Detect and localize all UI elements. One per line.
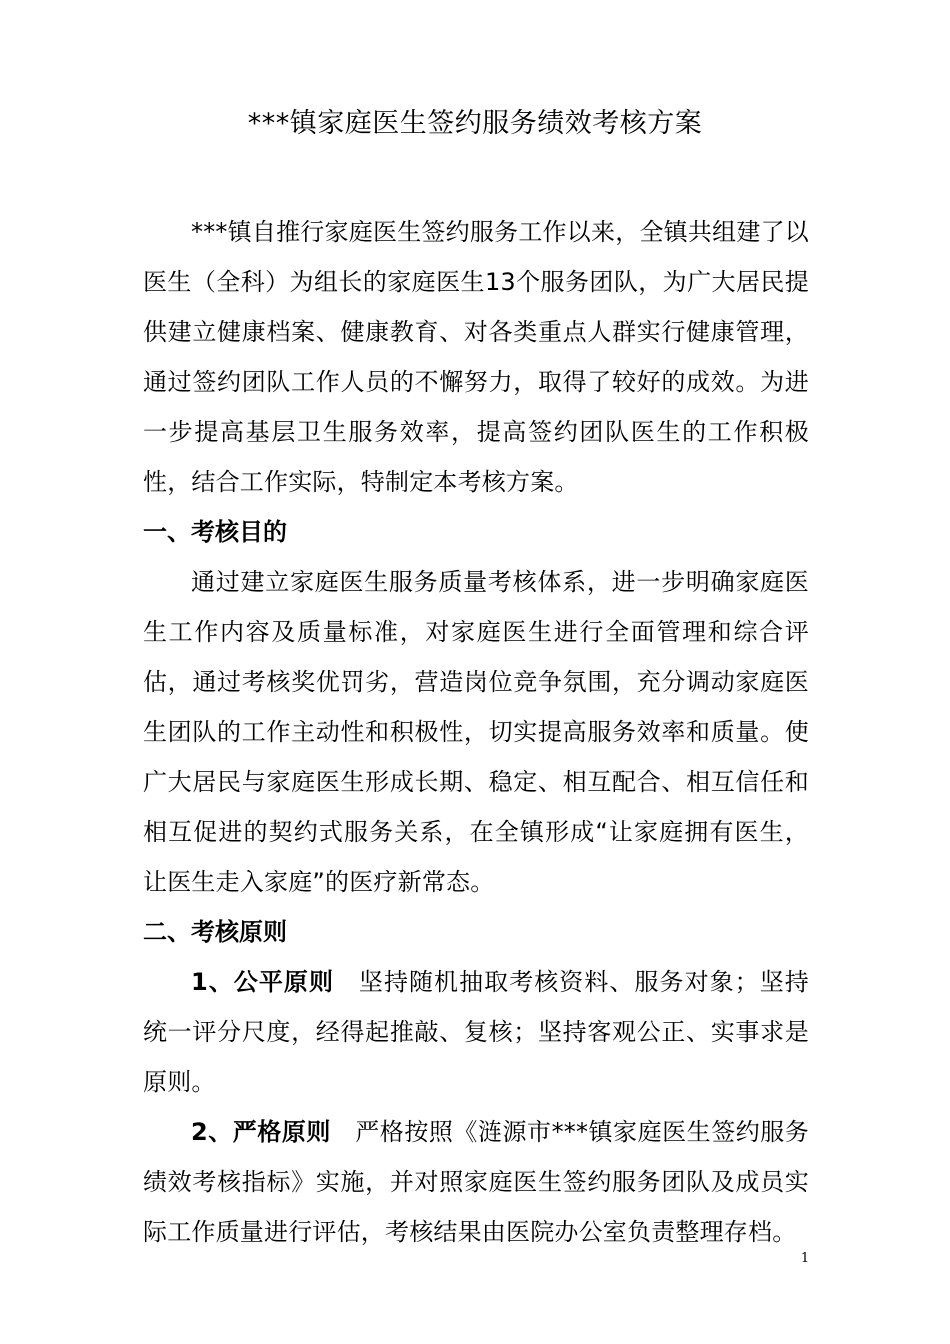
principle-strict-label: 2、严格原则 [191,1118,331,1146]
section-heading-principles: 二、考核原则 [143,918,287,946]
purpose-paragraph: 通过建立家庭医生服务质量考核体系，进一步明确家庭医生工作内容及质量标准，对家庭医生进行全面管理和综合评估，通过考核奖优罚劣，营造岗位竞争氛围，充分调动家庭医生团队的工作主动性和积极性，切实提高服务效率和质量。使广大居民与家庭医生形成长期、稳定、相互配合、相互信任和相互促进的契约式服务关系，在全镇形成“让家庭拥有医生，让医生走入家庭”的医疗新常态。 [143,568,809,896]
section-heading-purpose: 一、考核目的 [143,518,287,546]
principle-strict-paragraph [143,1107,809,1257]
principle-fairness-label: 1、公平原则 [191,968,335,996]
document-title: ***镇家庭医生签约服务绩效考核方案 [247,108,703,139]
page-number: 1 [800,1251,810,1266]
principle-fairness-paragraph [143,957,809,1107]
principle-fairness-text: 坚持随机抽取考核资料、服务对象；坚持统一评分尺度，经得起推敲、复核；坚持客观公正、实事求是原则。 [143,968,809,1096]
principle-strict-text: 严格按照《涟源市***镇家庭医生签约服务绩效考核指标》实施，并对照家庭医生签约服务团队及成员实际工作质量进行评估，考核结果由医院办公室负责整理存档。 [143,1118,810,1246]
document-body [143,207,809,1257]
intro-paragraph: ***镇自推行家庭医生签约服务工作以来，全镇共组建了以医生（全科）为组长的家庭医生13个服务团队，为广大居民提供建立健康档案、健康教育、对各类重点人群实行健康管理，通过签约团队工作人员的不懈努力，取得了较好的成效。为进一步提高基层卫生服务效率，提高签约团队医生的工作积极性，结合工作实际，特制定本考核方案。 [143,218,809,496]
